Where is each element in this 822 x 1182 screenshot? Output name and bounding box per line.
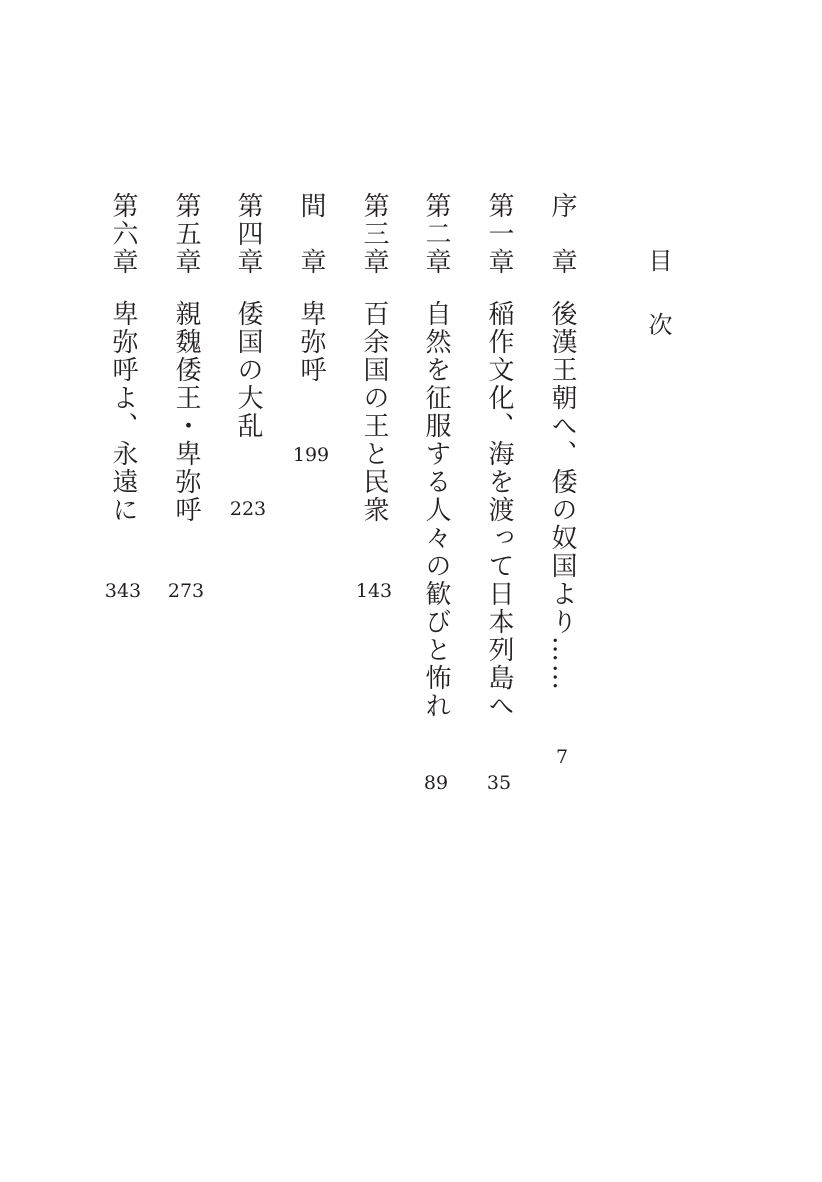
chapter-label: 第三章	[359, 192, 389, 276]
toc-entry-chapter-6[interactable]	[103, 192, 143, 812]
chapter-label: 第六章	[108, 192, 138, 276]
page-number: 223	[229, 498, 267, 520]
chapter-label: 第五章	[171, 192, 201, 276]
chapter-title: 稲作文化、海を渡って日本列島へ	[484, 300, 514, 720]
page-number: 343	[104, 580, 142, 602]
chapter-title: 百余国の王と民衆	[359, 300, 389, 524]
toc-entry-chapter-4[interactable]	[228, 192, 268, 812]
toc-entry-chapter-3[interactable]	[354, 192, 394, 812]
page-number: 7	[555, 746, 569, 768]
chapter-label: 序 章	[547, 192, 577, 276]
chapter-title: 後漢王朝へ、倭の奴国より……	[547, 300, 577, 692]
toc-entry-chapter-1[interactable]	[479, 192, 519, 812]
chapter-label: 第一章	[484, 192, 514, 276]
chapter-title: 倭国の大乱	[233, 300, 263, 440]
chapter-label: 第二章	[421, 192, 451, 276]
chapter-title: 卑弥呼よ、永遠に	[108, 300, 138, 524]
toc-entry-prologue[interactable]	[542, 192, 582, 812]
page-number: 143	[355, 580, 393, 602]
toc-entry-chapter-2[interactable]	[416, 192, 456, 812]
chapter-title: 卑弥呼	[296, 300, 326, 384]
chapter-label: 間 章	[296, 192, 326, 276]
page-number: 199	[292, 444, 330, 466]
page-number: 273	[167, 580, 205, 602]
chapter-title: 自然を征服する人々の歓びと怖れ	[421, 300, 451, 720]
toc-entry-chapter-5[interactable]	[166, 192, 206, 812]
toc-entry-interlude[interactable]	[291, 192, 331, 812]
page-number: 35	[486, 772, 512, 794]
chapter-title: 親魏倭王・卑弥呼	[171, 300, 201, 524]
page-number: 89	[423, 772, 449, 794]
chapter-label: 第四章	[233, 192, 263, 276]
toc-heading: 目 次	[644, 248, 672, 344]
